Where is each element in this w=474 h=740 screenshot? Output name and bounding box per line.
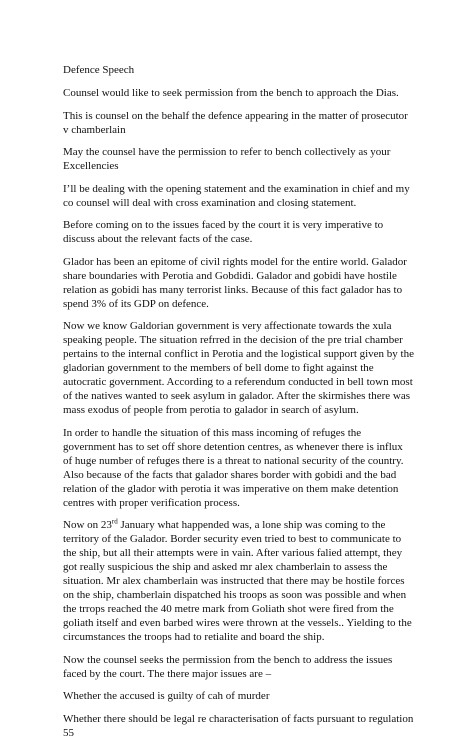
paragraph-glador-background: Glador has been an epitome of civil rights model for the entire world. Galador share boundaries with Perotia and Gobdidi. Galador and gobidi have hostile relation as gobidi has many terrorist links. Because of this fact galador has to spend 3% of its GDP on defence. xyxy=(63,255,407,310)
paragraph-galdorian-government: Now we know Galdorian government is very affectionate towards the xula speaking people. The situation refrred in the decision of the pre trial chamber pertains to the internal conflict in Perotia and the logistical support given by the gladorian government to the members of bell dome to fight against the autocratic government. According to a referendum conducted in bell town most of the natives wanted to seek asylum in galador. After the skirmishes there was mass exodus of people from perotia to galador in search of asylum. xyxy=(63,320,414,416)
paragraph-permission-dias: Counsel would like to seek permission from the bench to approach the Dias. xyxy=(63,87,399,99)
paragraph-january-incident xyxy=(63,518,414,644)
paragraph-issue-guilt: Whether the accused is guilty of cah of murder xyxy=(63,690,270,702)
paragraph-detention-centres: In order to handle the situation of this mass incoming of refuges the government has to set off shore detention centres, as whenever there is influx of huge number of refuges there is a threat to national security of the country. Also because of the facts that galador shares border with gobidi and the bad relation of the glador with perotia it was imperative on them make detention centres with proper verification process. xyxy=(63,426,404,509)
paragraph-major-issues: Now the counsel seeks the permission from the bench to address the issues faced by the court. The there major issues are – xyxy=(63,653,393,680)
date-superscript: rd xyxy=(111,517,118,526)
paragraph-opening-statement: I’ll be dealing with the opening statement and the examination in chief and my co counsel will deal with cross examination and closing statement. xyxy=(63,182,410,209)
paragraph-relevant-facts: Before coming on to the issues faced by the court it is very imperative to discuss about the relevant facts of the case. xyxy=(63,219,384,245)
january-rest: January what happended was, a lone ship was coming to the territory of the Galador. Border security even tried to best to communicate to the ship, but all their attempts were in vain. After various falied attempt, they got really suspicious the ship and asked mr alex chamberlain to assess the situation. Mr alex chamberlain was instructed that there may be hostile forces on the ship, chamberlain dispatched his troops as soon was possible and when the trrops reached the 40 metre mark from Goliath shot were fired from the goliath itself and even barbed wires were thrown at the vessels.. Yielding to the circumstances the troops had to retialite and board the ship. xyxy=(63,519,412,643)
document-title: Defence Speech xyxy=(63,64,135,76)
paragraph-issue-recharacterisation: Whether there should be legal re characterisation of facts pursuant to regulation 55 xyxy=(63,712,414,739)
paragraph-counsel-behalf: This is counsel on the behalf the defence appearing in the matter of prosecutor v chamberlain xyxy=(63,109,408,136)
paragraph-refer-excellencies: May the counsel have the permission to refer to bench collectively as your Excellencies xyxy=(63,146,391,172)
january-prefix: Now on 23 xyxy=(63,519,112,531)
